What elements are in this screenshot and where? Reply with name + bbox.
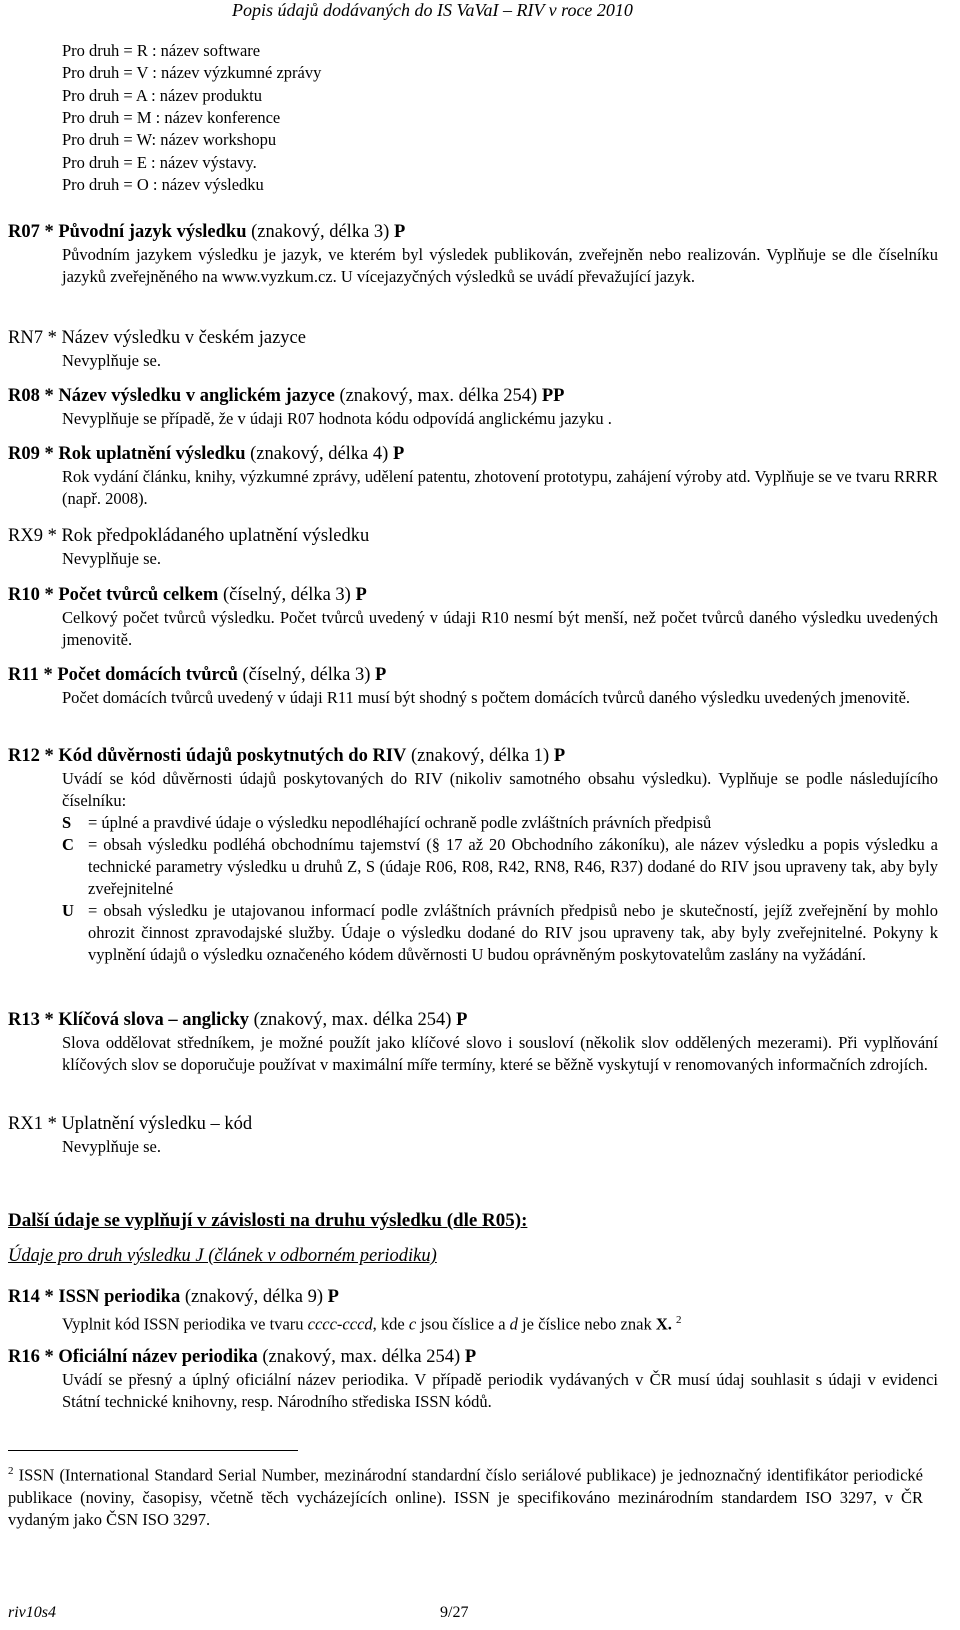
section-body: Nevyplňuje se. [62, 351, 161, 370]
section-body: Počet domácích tvůrců uvedený v údaji R11 musí být shodný s počtem domácích tvůrců daného výsledku uvedených jmenovitě. [62, 688, 911, 707]
section-heading: Další údaje se vyplňují v závislosti na druhu výsledku (dle R05): [8, 1210, 528, 1231]
top-line: Pro druh = V : název výzkumné zprávy [62, 63, 322, 82]
section-title: R09 * Rok uplatnění výsledku (znakový, délka 4) P [8, 444, 405, 464]
footnote-separator [8, 1450, 298, 1451]
section-body: Slova oddělovat středníkem, je možné použít jako klíčové slovo i sousloví (několik slov oddělených mezerami). Při vyplňování klíčových slov se doporučuje používat v maximální míře termíny, které se běžně vyskytují v renomovaných informačních zdrojích. [62, 1033, 938, 1074]
section-r13 [8, 1008, 938, 1076]
section-r07 [8, 220, 938, 288]
top-line: Pro druh = E : název výstavy. [62, 153, 257, 172]
section-body: Celkový počet tvůrců výsledku. Počet tvůrců uvedený v údaji R10 nesmí být menší, než počet tvůrců daného výsledku uvedených jmenovitě. [62, 608, 938, 649]
section-body: Vyplnit kód ISSN periodika ve tvaru cccc-cccd, kde c jsou číslice a d je číslice nebo znak X. $^2$ [62, 1314, 682, 1334]
section-r12 [8, 744, 938, 966]
code-row-u [62, 900, 938, 966]
section-r10 [8, 583, 938, 651]
section-title: R16 * Oficiální název periodika (znakový, max. délka 254) P [8, 1347, 477, 1367]
code-key: U [62, 901, 74, 920]
subsection-heading: Údaje pro druh výsledku J (článek v odborném periodiku) [8, 1246, 437, 1266]
section-body: Uvádí se kód důvěrnosti údajů poskytovaných do RIV (nikoliv samotného obsahu výsledku). Vyplňuje se podle následujícího číselníku: [62, 769, 938, 810]
top-line: Pro druh = M : název konference [62, 108, 281, 127]
section-body: Nevyplňuje se. [62, 549, 161, 568]
footnote-text: ISSN (International Standard Serial Number, mezinárodní standardní číslo seriálové publikace) je jednoznačný identifikátor periodické publikace (noviny, časopisy, včetně těch vycházejících online). ISSN je specifikováno mezinárodním standardem ISO 3297, v ČR vydaným jako ČSN ISO 3297. [8, 1465, 923, 1529]
page-header: Popis údajů dodávaných do IS VaVaI – RIV v roce 2010 [232, 0, 633, 20]
section-body: Uvádí se přesný a úplný oficiální název periodika. V případě periodik vydávaných v ČR musí údaj souhlasit s údaji v evidenci Státní technické knihovny, resp. Národního střediska ISSN kódů. [62, 1370, 938, 1411]
section-r11 [8, 663, 938, 709]
top-line: Pro druh = A : název produktu [62, 86, 262, 105]
section-r16 [8, 1345, 938, 1413]
section-body: Nevyplňuje se. [62, 1137, 161, 1156]
top-line: Pro druh = R : název software [62, 41, 261, 60]
section-title: R11 * Počet domácích tvůrců (číselný, délka 3) P [8, 665, 387, 685]
section-rn7 [8, 326, 938, 372]
code-value: = obsah výsledku podléhá obchodnímu tajemství (§ 17 až 20 Obchodního zákoníku), ale název výsledku a popis výsledku a technické parametry výsledku u druhů Z, S (údaje R06, R08, R42, RN8, R46, R37) dodané do RIV jsou upraveny tak, aby byly zveřejnitelné [88, 835, 938, 898]
section-title: R07 * Původní jazyk výsledku (znakový, délka 3) P [8, 222, 406, 242]
code-key: S [62, 813, 72, 832]
section-title: RN7 * Název výsledku v českém jazyce [8, 328, 306, 348]
section-r09 [8, 442, 938, 510]
section-title: R13 * Klíčová slova – anglicky (znakový, max. délka 254) P [8, 1010, 468, 1030]
section-rx1 [8, 1112, 938, 1158]
code-row-s [62, 812, 938, 834]
section-title: RX1 * Uplatnění výsledku – kód [8, 1114, 253, 1134]
footnote-number: 2 [8, 1465, 14, 1477]
footer-docid: riv10s4 [8, 1604, 56, 1621]
footnote [8, 1460, 923, 1531]
footnote-ref[interactable]: 2 [676, 1314, 682, 1326]
section-title: RX9 * Rok předpokládaného uplatnění výsledku [8, 526, 370, 546]
section-title: R10 * Počet tvůrců celkem (číselný, délka 3) P [8, 585, 367, 605]
section-body: Původním jazykem výsledku je jazyk, ve kterém byl výsledek publikován, zveřejněn nebo realizován. Vyplňuje se dle číselníku jazyků zveřejněného na www.vyzkum.cz. U vícejazyčných výsledků se uvádí převažující jazyk. [62, 245, 938, 286]
section-title: R12 * Kód důvěrnosti údajů poskytnutých do RIV (znakový, délka 1) P [8, 746, 566, 766]
code-row-c [62, 834, 938, 900]
code-key: C [62, 835, 74, 854]
section-r08 [8, 384, 938, 430]
section-title: R08 * Název výsledku v anglickém jazyce (znakový, max. délka 254) PP [8, 386, 565, 406]
section-title: R14 * ISSN periodika (znakový, délka 9) P [8, 1287, 339, 1307]
page-number: 9/27 [440, 1604, 469, 1621]
top-line: Pro druh = O : název výsledku [62, 175, 264, 194]
section-rx9 [8, 524, 938, 570]
code-value: = obsah výsledku je utajovanou informací podle zvláštních právních předpisů nebo je skutečností, jejíž zveřejnění by mohlo ohrozit činnost zpravodajské služby. Údaje o výsledku dodané do RIV jsou upraveny tak, aby byly zveřejnitelné. Pokyny k vyplnění údajů o výsledku označeného kódem důvěrnosti U budou oprávněným poskytovatelům zaslány na vyžádání. [88, 901, 938, 964]
section-body: Nevyplňuje se případě, že v údaji R07 hodnota kódu odpovídá anglickému jazyku . [62, 409, 612, 428]
top-line: Pro druh = W: název workshopu [62, 130, 277, 149]
section-body: Rok vydání článku, knihy, výzkumné zprávy, udělení patentu, zhotovení prototypu, zahájení výroby atd. Vyplňuje se ve tvaru RRRR (např. 2008). [62, 467, 938, 508]
section-r14 [8, 1285, 938, 1336]
code-value: = úplné a pravdivé údaje o výsledku nepodléhající ochraně podle zvláštních právních předpisů [88, 813, 712, 832]
code-list [62, 812, 938, 966]
